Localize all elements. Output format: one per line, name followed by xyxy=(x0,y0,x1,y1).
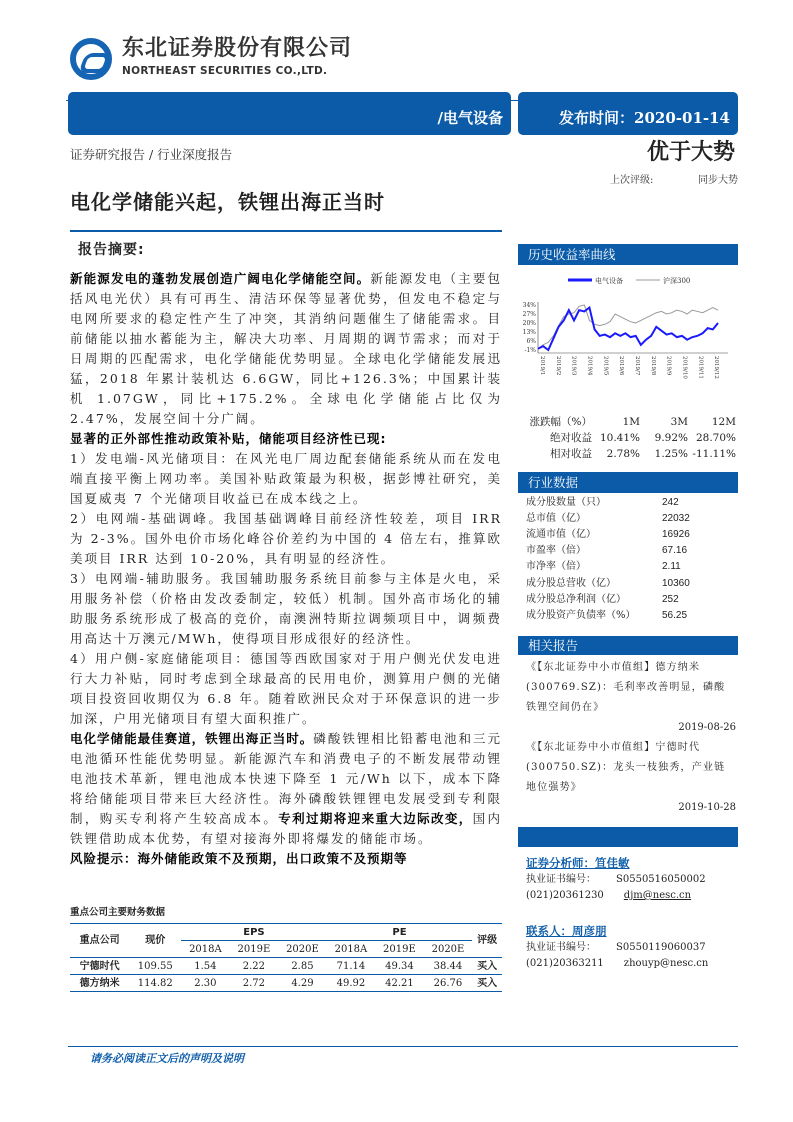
industry-row xyxy=(526,591,736,607)
industry-value: 242 xyxy=(662,496,679,508)
cell: 买入 xyxy=(477,977,498,989)
y-tick-label: 34% xyxy=(522,302,536,309)
x-tick-label: 2019/12 xyxy=(713,356,720,379)
industry-label: 流通市值（亿） xyxy=(526,528,596,540)
financials-title: 重点公司主要财务数据 xyxy=(70,907,166,918)
industry-label: 总市值（亿） xyxy=(526,512,586,524)
industry-value: 2.11 xyxy=(662,561,681,573)
series-line-electrical-equipment xyxy=(538,308,718,350)
industry-label: 市盈率（倍） xyxy=(526,545,586,557)
contact-person xyxy=(526,922,708,972)
text: 磷酸铁锂相比铅蓄电池和三元电池循环性能优势明显。新能源汽车和消费电子的不断发展带动锂电池技术革新，锂电池成本快速下降至 1 元/Wh 以下，成本下降将给储能项目带来巨大经济性。海外磷酸铁锂锂电发展受到专利限制，购买专利将产生较高成本。 xyxy=(70,731,502,826)
cell: 49.34 xyxy=(385,960,414,972)
x-tick-label: 2019/4 xyxy=(586,356,593,376)
y-tick-label: 6% xyxy=(526,338,536,345)
th-year: 2019E xyxy=(237,943,271,955)
cell: 2.78% xyxy=(606,447,640,460)
paragraph xyxy=(70,729,502,849)
industry-value: 56.25 xyxy=(662,609,688,621)
th-year: 2019E xyxy=(383,943,416,955)
cell: -11.11% xyxy=(692,447,736,460)
industry-row xyxy=(526,607,736,623)
cell: 9.92% xyxy=(654,431,688,444)
x-tick-label: 2019/8 xyxy=(649,356,656,376)
cell: 3M xyxy=(670,415,688,428)
summary-heading: 报告摘要: xyxy=(78,242,145,258)
text: 国内铁锂借助成本优势，有望对接海外即将爆发的储能市场。 xyxy=(70,811,502,846)
x-tick-label: 2019/7 xyxy=(634,356,640,376)
industry-row xyxy=(526,543,736,559)
related-report[interactable]: 《【东北证券中小市值组】宁德时代(300750.SZ)：龙头一枝独秀，产业链地位强势》 xyxy=(526,742,726,793)
industry-value: 10360 xyxy=(662,577,690,589)
cell: 38.44 xyxy=(433,960,463,972)
publish-date: 发布时间：2020-01-14 xyxy=(559,109,730,127)
industry-label: 市净率（倍） xyxy=(526,561,586,573)
cell: 1M xyxy=(622,415,640,428)
y-tick-label: 20% xyxy=(522,320,536,327)
x-tick-label: 2019/1 xyxy=(539,356,545,376)
industry-row xyxy=(526,494,736,510)
divider xyxy=(70,230,502,232)
th-year: 2020E xyxy=(286,943,319,955)
phone: (021)20361230 xyxy=(526,890,604,901)
x-tick-label: 2019/10 xyxy=(681,356,688,379)
page-title: 电化学储能兴起，铁锂出海正当时 xyxy=(70,190,385,214)
industry-label: 成分股数量（只） xyxy=(526,496,606,508)
previous-rating xyxy=(610,174,738,187)
bold-lead: 显著的正外部性推动政策补贴，储能项目经济性已现: xyxy=(70,431,387,446)
contact-row xyxy=(526,888,706,904)
table-row xyxy=(70,958,502,975)
y-tick-label: 27% xyxy=(522,311,536,318)
y-tick-label: 13% xyxy=(522,329,536,336)
return-chart xyxy=(518,268,738,398)
legend-label: 电气设备 xyxy=(595,277,623,285)
th: 重点公司 xyxy=(79,935,120,946)
industry-row xyxy=(526,526,736,542)
industry-value: 252 xyxy=(662,593,679,605)
analyst xyxy=(526,854,706,904)
cell: 109.55 xyxy=(137,960,173,972)
contact-name: 联系人：周彦朋 xyxy=(526,924,607,938)
risk-warning xyxy=(70,849,502,869)
cell: 买入 xyxy=(477,960,498,972)
cell: 2.30 xyxy=(194,977,217,989)
y-tick-label: -1% xyxy=(524,347,536,354)
cell: 2.22 xyxy=(242,960,266,972)
th-year: 2018A xyxy=(189,943,222,955)
cell: 42.21 xyxy=(385,977,414,989)
cell: 10.41% xyxy=(599,431,640,444)
footer-line xyxy=(68,1046,738,1047)
returns-table xyxy=(522,414,736,462)
risk-text: 风险提示：海外储能政策不及预期，出口政策不及预期等 xyxy=(70,851,408,866)
email-link[interactable]: zhouyp@nesc.cn xyxy=(623,958,709,969)
breadcrumb: 证券研究报告 / 行业深度报告 xyxy=(70,147,233,162)
x-tick-label: 2019/3 xyxy=(570,356,577,376)
cell: 相对收益 xyxy=(550,447,592,460)
related-reports xyxy=(526,658,736,818)
paragraph xyxy=(70,429,502,449)
report-summary xyxy=(70,238,502,869)
analyst-banner xyxy=(518,827,738,847)
cell: 28.70% xyxy=(695,431,736,444)
cell: 涨跌幅（%） xyxy=(529,415,592,428)
cert-row xyxy=(526,940,708,956)
list-item: 2）电网端-基础调峰。我国基础调峰目前经济性较差，项目 IRR 为 2-3%。国外电价市场化峰谷价差约为中国的 4 倍左右，推算欧美项目 IRR 达到 10-20%，具有明显的经济性。 xyxy=(70,511,502,566)
x-tick-label: 2019/2 xyxy=(554,356,561,376)
cert-no: S0550119060037 xyxy=(616,942,706,953)
footer-disclaimer: 请务必阅读正文后的声明及说明 xyxy=(90,1052,244,1065)
th: EPS xyxy=(181,924,327,941)
cert-label: 执业证书编号： xyxy=(526,942,596,953)
cell: 2.85 xyxy=(291,960,314,972)
company-logo-icon xyxy=(70,38,112,80)
industry-row xyxy=(526,575,736,591)
list-item: 4）用户侧-家庭储能项目：德国等西欧国家对于用户侧光伏发电进行大力补贴，同时考虑到全球最高的民用电价，测算用户侧的光储项目投资回收期仅为 6.8 年。随着欧洲民众对于环保意识的进一步加深，户用光储项目有望大面积推广。 xyxy=(70,651,502,726)
cell: 绝对收益 xyxy=(550,431,592,444)
table-row xyxy=(70,975,502,992)
paragraph xyxy=(70,269,502,429)
financials-table xyxy=(70,923,502,992)
related-header: 相关报告 xyxy=(518,636,738,655)
industry-data xyxy=(526,494,736,624)
list-item: 1）发电端-风光储项目：在风光电厂周边配套储能系统从而在发电端直接平衡上网功率。美国补贴政策最为积极，据彭博社研究，美国夏威夷 7 个光储项目收益已在成本线之上。 xyxy=(70,451,502,506)
industry-value: 22032 xyxy=(662,512,690,524)
bold-lead: 新能源发电的蓬勃发展创造广阔电化学储能空间。 xyxy=(70,271,371,286)
report-date: 2019-08-26 xyxy=(678,722,736,733)
cell: 4.29 xyxy=(291,977,314,989)
th: PE xyxy=(327,924,473,941)
contact-row xyxy=(526,956,708,972)
industry-value: 67.16 xyxy=(662,545,688,557)
industry-header: 行业数据 xyxy=(518,472,738,493)
related-report[interactable]: 《【东北证券中小市值组】德方纳米(300769.SZ)：毛利率改善明显，磷酸铁锂空间仍在》 xyxy=(526,662,726,713)
bold-lead: 电化学储能最佳赛道，铁锂出海正当时。 xyxy=(70,731,314,746)
phone: (021)20363211 xyxy=(526,958,604,969)
chart-header: 历史收益率曲线 xyxy=(518,244,738,265)
company-name-en: NORTHEAST SECURITIES CO.,LTD. xyxy=(122,65,328,77)
email-link[interactable]: djm@nesc.cn xyxy=(623,890,692,901)
industry-label: 成分股资产负债率（%） xyxy=(526,609,636,621)
industry-row xyxy=(526,510,736,526)
series-line-hs300 xyxy=(538,305,718,349)
bold-text: 专利过期将迎来重大边际改变， xyxy=(278,811,473,826)
industry-row xyxy=(526,559,736,575)
sector: /电气设备 xyxy=(437,109,503,127)
x-tick-label: 2019/11 xyxy=(697,356,704,379)
sector-banner xyxy=(68,92,511,135)
returns-row xyxy=(522,446,736,462)
financials xyxy=(70,906,502,992)
cell: 12M xyxy=(711,415,736,428)
cell: 1.54 xyxy=(194,960,217,972)
prev-rating-value: 同步大势 xyxy=(698,175,738,186)
list-item: 3）电网端-辅助服务。我国辅助服务系统目前参与主体是火电，采用服务补偿（价格由发改委制定，较低）机制。国外高市场化的辅助服务系统形成了极高的竞价，南澳洲特斯拉调频项目中，调频费用高达十万澳元/MWh，使得项目形成很好的经济性。 xyxy=(70,571,502,646)
company-name-cn: 东北证券股份有限公司 xyxy=(122,36,353,61)
cell: 26.76 xyxy=(433,977,463,989)
industry-value: 16926 xyxy=(662,528,690,540)
x-tick-label: 2019/6 xyxy=(618,356,625,376)
cell: 2.72 xyxy=(242,977,266,989)
cell: 1.25% xyxy=(654,447,688,460)
cell: 114.82 xyxy=(137,977,173,989)
prev-rating-label: 上次评级: xyxy=(610,175,654,186)
rating: 优于大势 xyxy=(646,140,735,165)
th: 现价 xyxy=(145,935,166,946)
industry-label: 成分股总营收（亿） xyxy=(526,577,616,589)
returns-row xyxy=(522,430,736,446)
text: 新能源发电（主要包括风电光伏）具有可再生、清洁环保等显著优势，但发电不稳定与电网所要求的稳定性产生了冲突，其消纳问题催生了储能需求。目前储能以抽水蓄能为主，解决大功率、月周期的调节需求；而对于日周期的匹配需求，电化学储能优势明显。全球电化学储能发展迅猛，2018 年累计装机达 6.6GW，同比+126.3%；中国累计装机 1.07GW，同比+175.2%。全球电化学储能占比仅为 2.47%，发展空间十分广阔。 xyxy=(70,271,502,426)
cert-row xyxy=(526,872,706,888)
th-year: 2018A xyxy=(334,943,368,955)
report-date: 2019-10-28 xyxy=(678,802,736,813)
returns-header xyxy=(522,414,736,430)
legend-label: 沪深300 xyxy=(663,277,691,285)
cell: 71.14 xyxy=(336,960,366,972)
date-banner xyxy=(518,92,738,135)
analyst-name: 证券分析师：笪佳敏 xyxy=(526,856,630,870)
x-tick-label: 2019/9 xyxy=(665,356,672,376)
cert-no: S0550516050002 xyxy=(616,874,706,885)
industry-label: 成分股总净利润（亿） xyxy=(526,593,626,605)
cell: 宁德时代 xyxy=(79,960,120,972)
cert-label: 执业证书编号： xyxy=(526,874,596,885)
th-year: 2020E xyxy=(431,943,465,955)
th: 评级 xyxy=(477,935,498,946)
x-tick-label: 2019/5 xyxy=(602,356,609,376)
cell: 49.92 xyxy=(336,977,366,989)
cell: 德方纳米 xyxy=(79,977,120,989)
